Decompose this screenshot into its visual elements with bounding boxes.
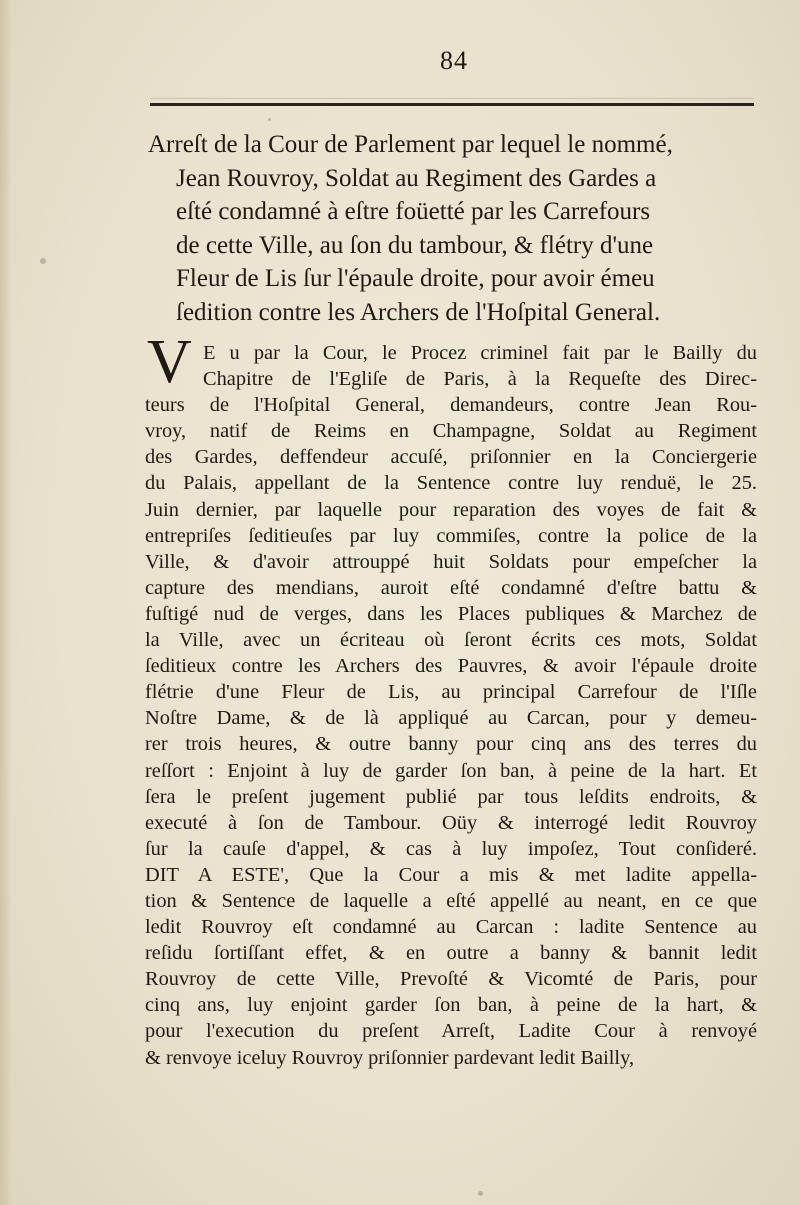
body-line: ledit Rouvroy eſt condamné au Carcan : ladite Sentence au bbox=[145, 916, 757, 939]
body-line: reſſort : Enjoint à luy de garder ſon ban, à peine de la hart. Et bbox=[145, 759, 757, 782]
body-line: reſidu ſortiſſant effet, & en outre a banny & bannit ledit bbox=[145, 942, 757, 965]
title-line: de cette Ville, au ſon du tambour, & flétry d'une bbox=[176, 231, 654, 259]
body-line: executé à ſon de Tambour. Oüy & interrogé ledit Rouvroy bbox=[145, 811, 757, 834]
body-line: ſur la cauſe d'appel, & cas à luy impoſez, Tout conſideré. bbox=[145, 837, 757, 860]
body-line: Ville, & d'avoir attrouppé huit Soldats pour empeſcher la bbox=[145, 550, 757, 573]
body-line: pour l'execution du preſent Arreſt, Ladite Cour à renvoyé bbox=[145, 1020, 757, 1043]
paper-stain bbox=[478, 1191, 483, 1196]
body-line: ſera le preſent jugement publié par tous leſdits endroits, & bbox=[145, 785, 757, 808]
body-line: capture des mendians, auroit eſté condamné d'eſtre battu & bbox=[145, 576, 757, 599]
header-thin-rule bbox=[150, 98, 754, 99]
body-line: teurs de l'Hoſpital General, demandeurs, contre Jean Rou- bbox=[145, 394, 757, 417]
body-line: ſeditieux contre les Archers des Pauvres, & avoir l'épaule droite bbox=[145, 655, 757, 678]
page-number: 84 bbox=[440, 46, 468, 75]
body-line: du Palais, appellant de la Sentence contre luy renduë, le 25. bbox=[145, 472, 757, 495]
body-line: tion & Sentence de laquelle a eſté appellé au neant, en ce que bbox=[145, 889, 757, 912]
body-line: & renvoye iceluy Rouvroy priſonnier pardevant ledit Bailly, bbox=[145, 1046, 635, 1069]
body-line: fuſtigé nud de verges, dans les Places publiques & Marchez de bbox=[145, 602, 757, 625]
title-line: Fleur de Lis ſur l'épaule droite, pour avoir émeu bbox=[176, 265, 655, 292]
paper-stain bbox=[40, 258, 46, 264]
body-line: flétrie d'une Fleur de Lis, au principal Carrefour de l'Iſle bbox=[145, 681, 757, 704]
drop-cap: V bbox=[147, 328, 192, 396]
body-line: DIT A ESTE', Que la Cour a mis & met ladite appella- bbox=[145, 863, 757, 886]
decree-title bbox=[148, 128, 758, 329]
title-line: eſté condamné à eſtre foüetté par les Carrefours bbox=[176, 198, 651, 225]
title-line: Jean Rouvroy, Soldat au Regiment des Gardes a bbox=[176, 164, 657, 192]
body-line: Noſtre Dame, & de là appliqué au Carcan, pour y demeu- bbox=[145, 707, 757, 730]
body-line: vroy, natif de Reims en Champagne, Soldat au Regiment bbox=[145, 420, 757, 443]
header-rule bbox=[150, 103, 754, 106]
body-line: Chapitre de l'Egliſe de Paris, à la Requeſte des Direc- bbox=[203, 368, 757, 391]
body-line: Rouvroy de cette Ville, Prevoſté & Vicomté de Paris, pour bbox=[145, 968, 757, 991]
decree-body-text bbox=[145, 340, 757, 1071]
page-edge-shadow bbox=[0, 0, 12, 1205]
body-line: entrepriſes ſeditieuſes par luy commiſes, contre la police de la bbox=[145, 524, 757, 547]
body-line: la Ville, avec un écriteau où ſeront écrits ces mots, Soldat bbox=[145, 629, 757, 652]
title-line: Arreſt de la Cour de Parlement par lequel le nommé, bbox=[148, 131, 673, 158]
body-line: cinq ans, luy enjoint garder ſon ban, à peine de la hart, & bbox=[145, 994, 757, 1017]
body-line: des Gardes, deffendeur accuſé, priſonnier en la Conciergerie bbox=[145, 446, 757, 469]
paper-stain bbox=[268, 118, 271, 121]
body-line: Juin dernier, par laquelle pour reparation des voyes de fait & bbox=[145, 498, 757, 521]
body-line: rer trois heures, & outre banny pour cinq ans des terres du bbox=[145, 733, 757, 756]
body-line: E u par la Cour, le Procez criminel fait par le Bailly du bbox=[203, 342, 757, 364]
title-line: ſedition contre les Archers de l'Hoſpital General. bbox=[176, 298, 661, 326]
